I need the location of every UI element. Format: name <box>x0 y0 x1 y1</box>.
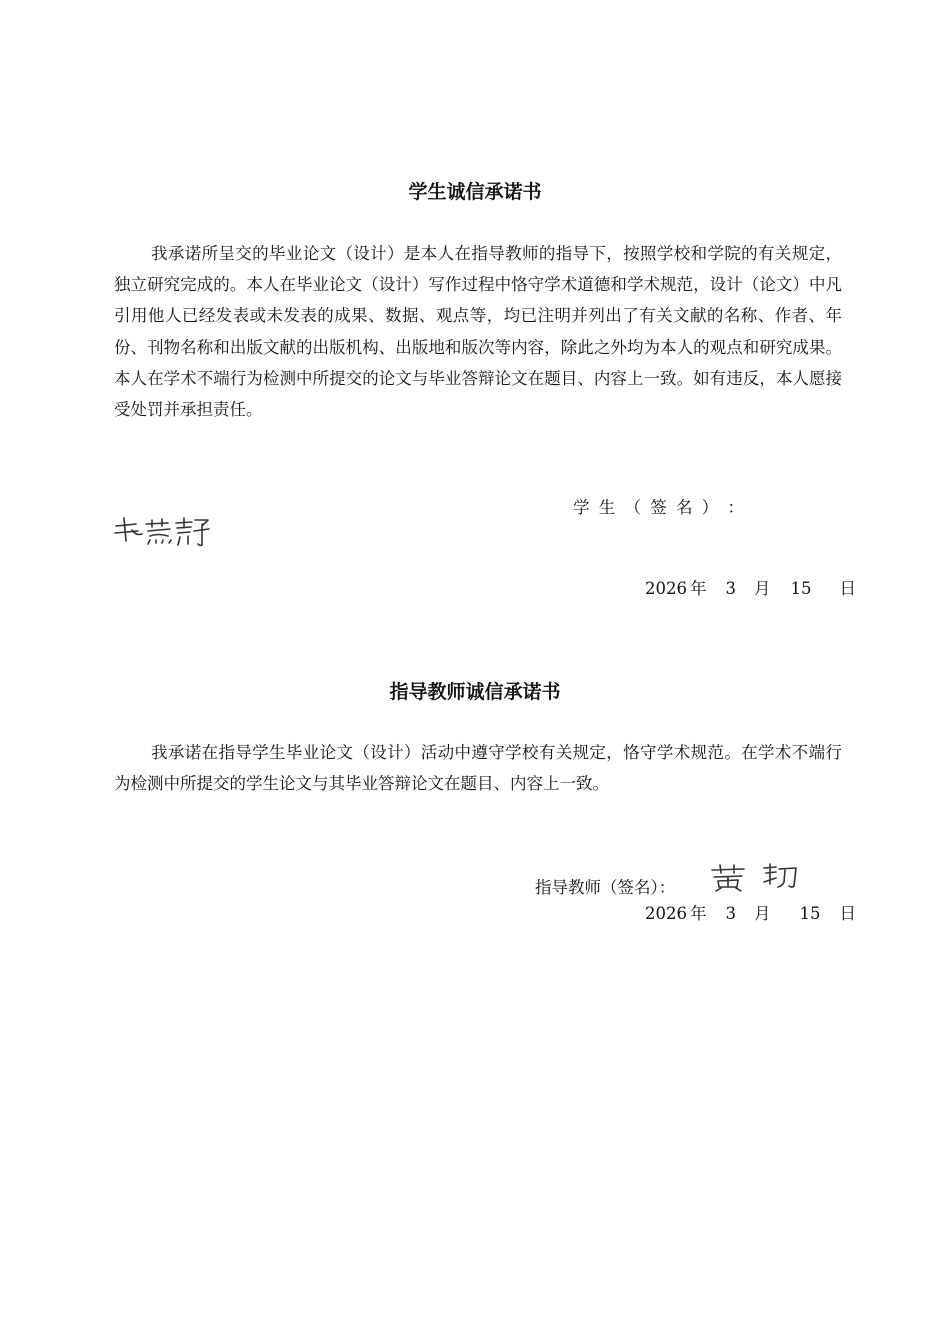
student-date-month-unit: 月 <box>754 579 771 598</box>
student-date-year: 2026 <box>645 579 687 598</box>
advisor-date <box>645 900 856 924</box>
advisor-date-day-unit: 日 <box>839 904 856 923</box>
student-date <box>645 575 856 599</box>
advisor-signature <box>708 862 800 892</box>
advisor-date-year-unit: 年 <box>690 904 707 923</box>
student-date-year-unit: 年 <box>690 579 707 598</box>
student-signature <box>112 514 212 548</box>
advisor-pledge-title: 指导教师诚信承诺书 <box>389 681 561 703</box>
student-date-month: 3 <box>725 579 736 598</box>
advisor-date-month-unit: 月 <box>754 904 771 923</box>
advisor-signature-label: 指导教师（签名）： <box>535 878 676 897</box>
advisor-date-year: 2026 <box>645 904 687 923</box>
student-date-day: 15 <box>790 579 812 598</box>
advisor-date-day: 15 <box>799 904 821 923</box>
student-pledge-body: 我承诺所呈交的毕业论文（设计）是本人在指导教师的指导下，按照学校和学院的有关规定，独立研究完成的。本人在毕业论文（设计）写作过程中恪守学术道德和学术规范，设计（论文）中凡引用他人已经发表或未发表的成果、数据、观点等，均已注明并列出了有关文献的名称、作者、年份、刊物名称和出版文献的出版机构、出版地和版次等内容，除此之外均为本人的观点和研究成果。本人在学术不端行为检测中所提交的论文与毕业答辩论文在题目、内容上一致。如有违反，本人愿接受处罚并承担责任。 <box>114 244 842 420</box>
advisor-date-month: 3 <box>725 904 736 923</box>
student-pledge-title: 学生诚信承诺书 <box>408 181 542 203</box>
student-signature-label: 学 生 （ 签 名 ） ： <box>573 498 746 517</box>
student-date-day-unit: 日 <box>839 579 856 598</box>
advisor-pledge-body: 我承诺在指导学生毕业论文（设计）活动中遵守学校有关规定，恪守学术规范。在学术不端行为检测中所提交的学生论文与其毕业答辩论文在题目、内容上一致。 <box>114 743 842 794</box>
